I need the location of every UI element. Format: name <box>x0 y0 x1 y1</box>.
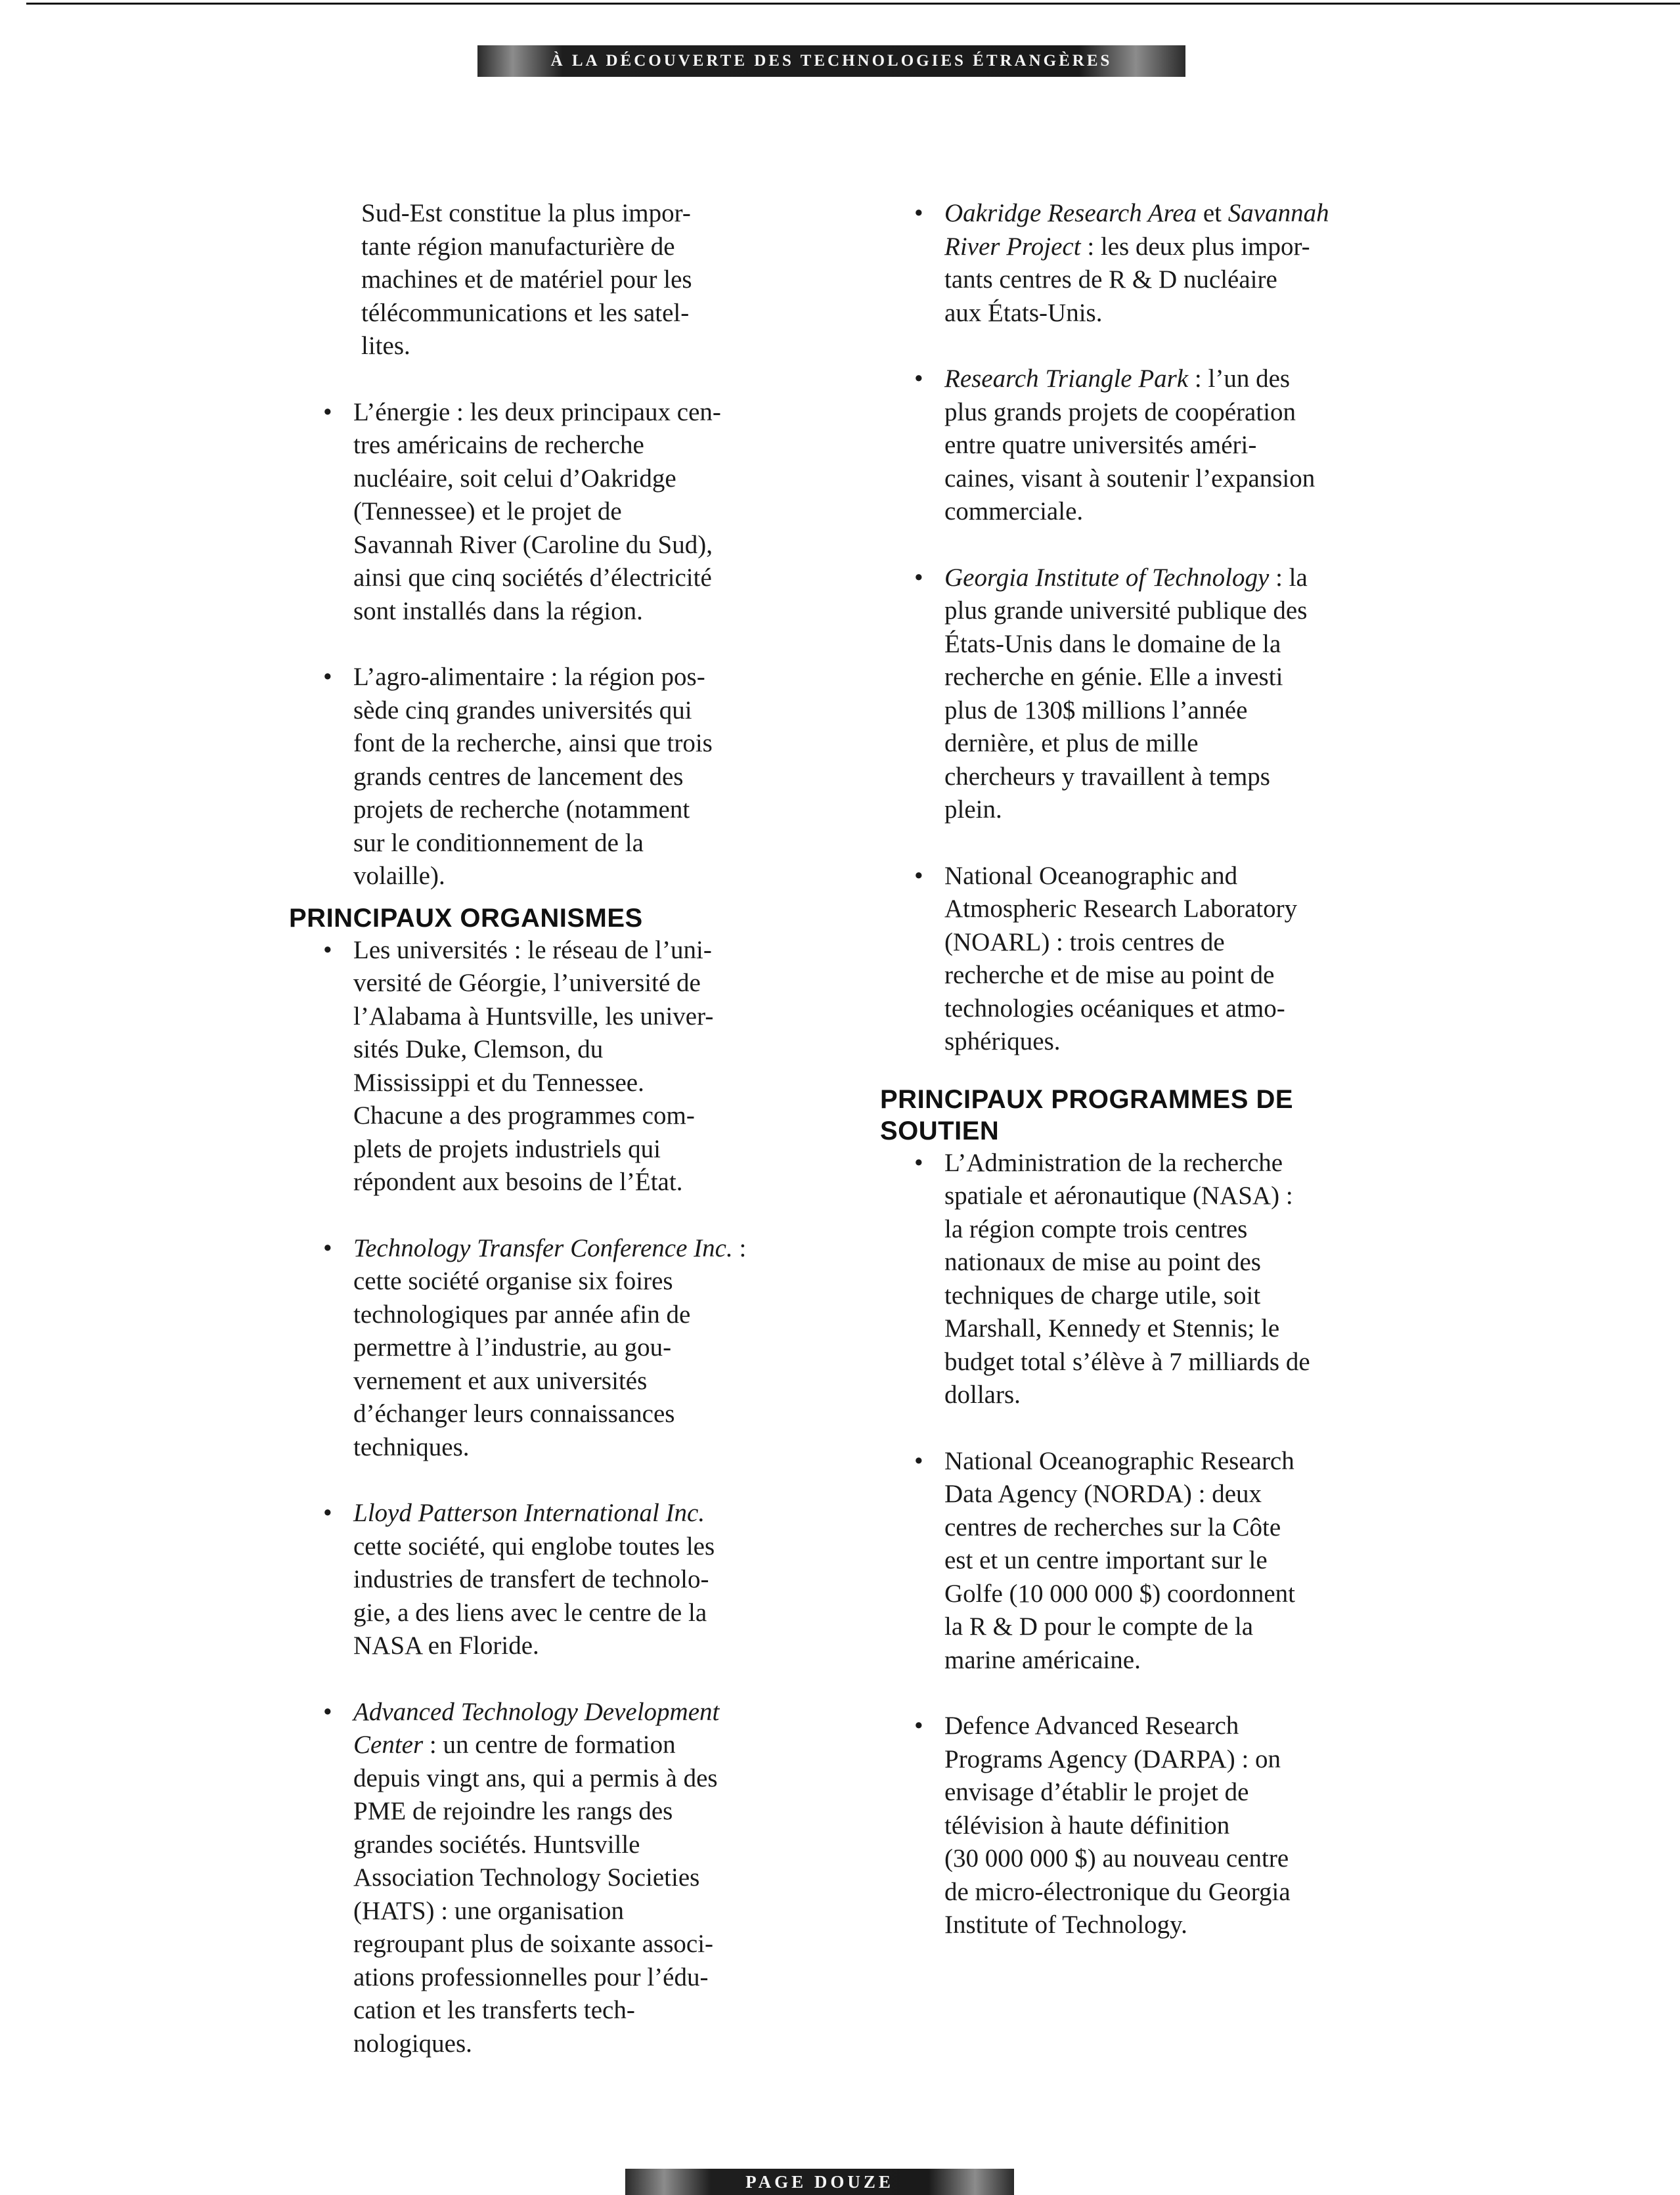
text-line: sur le conditionnement de la <box>353 828 644 857</box>
text-run: et <box>1197 199 1228 227</box>
text-line: L’agro-alimentaire : la région pos- <box>353 663 705 691</box>
text-line: sités Duke, Clemson, du <box>353 1035 604 1063</box>
text-line: depuis vingt ans, qui a permis à des <box>353 1763 718 1792</box>
text-line: l’Alabama à Huntsville, les univer- <box>353 1002 714 1031</box>
text-line: spatiale et aéronautique (NASA) : <box>944 1182 1293 1210</box>
text-line: Atmospheric Research Laboratory <box>944 895 1298 923</box>
text-line: Mississippi et du Tennessee. <box>353 1068 644 1097</box>
text-line: tres américains de recherche <box>353 431 644 459</box>
bullet-icon: • <box>914 1148 923 1177</box>
page-footer-band <box>625 2169 1014 2195</box>
text-line: cette société, qui englobe toutes les <box>353 1532 715 1561</box>
text-line: grands centres de lancement des <box>353 762 684 791</box>
list-item <box>289 396 788 629</box>
intro-paragraph <box>289 197 788 363</box>
text-line: répondent aux besoins de l’État. <box>353 1168 683 1196</box>
text-line: NASA en Floride. <box>353 1631 539 1660</box>
text-line: technologies océaniques et atmo- <box>944 994 1285 1023</box>
bullet-icon: • <box>323 1499 332 1527</box>
text-line: nucléaire, soit celui d’Oakridge <box>353 464 676 493</box>
text-line: (30 000 000 $) au nouveau centre <box>944 1844 1289 1873</box>
text-line: commerciale. <box>944 497 1084 525</box>
bullet-icon: • <box>323 663 332 691</box>
text-line: sphériques. <box>944 1027 1061 1055</box>
text-line: d’échanger leurs connaissances <box>353 1400 675 1428</box>
text-line: techniques de charge utile, soit <box>944 1281 1261 1310</box>
italic-name: Lloyd Patterson International Inc. <box>353 1499 705 1527</box>
page-number-label: PAGE DOUZE <box>745 2171 894 2192</box>
list-item <box>880 1445 1432 1677</box>
left-column <box>289 197 788 2093</box>
bullet-icon: • <box>914 861 923 890</box>
top-rule <box>26 3 1680 5</box>
text-run: : <box>732 1233 747 1262</box>
text-line: lites. <box>361 332 410 360</box>
text-line: font de la recherche, ainsi que trois <box>353 729 713 757</box>
bullet-icon: • <box>914 563 923 592</box>
text-line: dernière, et plus de mille <box>944 729 1199 757</box>
text-line: (HATS) : une organisation <box>353 1896 624 1925</box>
text-line: tante région manufacturière de <box>361 232 675 261</box>
list-item <box>880 562 1432 827</box>
text-line: plus grande université publique des <box>944 596 1308 625</box>
list-item <box>289 661 788 893</box>
text-line: ations professionnelles pour l’édu- <box>353 1962 709 1991</box>
list-item <box>880 197 1432 330</box>
text-line: États-Unis dans le domaine de la <box>944 629 1281 658</box>
text-line: regroupant plus de soixante associ- <box>353 1930 714 1958</box>
text-line: industries de transfert de technolo- <box>353 1565 709 1593</box>
text-line: Les universités : le réseau de l’uni- <box>353 935 712 964</box>
text-line: (NOARL) : trois centres de <box>944 927 1225 956</box>
text-line: Association Technology Societies <box>353 1863 700 1892</box>
text-line: ainsi que cinq sociétés d’électricité <box>353 564 712 592</box>
heading-line: PRINCIPAUX PROGRAMMES DE <box>880 1084 1294 1114</box>
list-item <box>289 1497 788 1663</box>
text-run: : la <box>1269 563 1308 592</box>
running-header-title: À LA DÉCOUVERTE DES TECHNOLOGIES ÉTRANGÈRES <box>550 52 1113 70</box>
text-line: gie, a des liens avec le centre de la <box>353 1598 707 1627</box>
bullet-icon: • <box>914 1446 923 1475</box>
section-heading <box>880 1084 1432 1147</box>
italic-name: Research Triangle Park <box>944 365 1189 393</box>
text-line: L’énergie : les deux principaux cen- <box>353 397 721 426</box>
right-column <box>880 197 1432 1975</box>
italic-name: Center <box>353 1731 424 1759</box>
text-line: chercheurs y travaillent à temps <box>944 762 1270 791</box>
list-item <box>880 860 1432 1059</box>
text-line: recherche en génie. Elle a investi <box>944 663 1283 691</box>
text-line: télévision à haute définition <box>944 1811 1230 1840</box>
italic-name: River Project <box>944 232 1081 261</box>
italic-name: Oakridge Research Area <box>944 199 1197 227</box>
text-line: est et un centre important sur le <box>944 1546 1268 1574</box>
text-line: National Oceanographic and <box>944 861 1238 890</box>
bullet-icon: • <box>323 397 332 426</box>
bullet-icon: • <box>323 935 332 964</box>
text-line: Data Agency (NORDA) : deux <box>944 1480 1262 1508</box>
text-line: caines, visant à soutenir l’expansion <box>944 464 1315 493</box>
bullet-icon: • <box>914 365 923 393</box>
text-line: National Oceanographic Research <box>944 1446 1294 1475</box>
text-line: budget total s’élève à 7 milliards de <box>944 1347 1310 1376</box>
text-line: cation et les transferts tech- <box>353 1996 635 2024</box>
text-line: vernement et aux universités <box>353 1366 648 1395</box>
text-line: sède cinq grandes universités qui <box>353 696 692 724</box>
list-item <box>289 1232 788 1465</box>
text-line: dollars. <box>944 1381 1021 1409</box>
list-item <box>880 363 1432 529</box>
text-line: nologiques. <box>353 2029 472 2058</box>
text-run: : un centre de formation <box>423 1731 676 1759</box>
text-line: technologiques par année afin de <box>353 1300 691 1329</box>
text-line: Chacune a des programmes com- <box>353 1101 695 1130</box>
text-line: techniques. <box>353 1432 470 1461</box>
text-line: plein. <box>944 795 1002 824</box>
text-line: plus grands projets de coopération <box>944 397 1296 426</box>
text-line: Programs Agency (DARPA) : on <box>944 1744 1281 1773</box>
bullet-icon: • <box>914 1712 923 1740</box>
list-item <box>289 934 788 1199</box>
text-line: aux États-Unis. <box>944 298 1103 327</box>
text-line: entre quatre universités améri- <box>944 431 1257 459</box>
running-header-band <box>477 45 1185 77</box>
text-line: centres de recherches sur la Côte <box>944 1513 1281 1541</box>
text-line: Defence Advanced Research <box>944 1712 1239 1740</box>
italic-name: Advanced Technology Development <box>353 1697 720 1726</box>
bullet-icon: • <box>323 1233 332 1262</box>
text-line: Institute of Technology. <box>944 1911 1187 1939</box>
text-line: versité de Géorgie, l’université de <box>353 969 701 997</box>
heading-line: SOUTIEN <box>880 1116 1000 1145</box>
section-heading: PRINCIPAUX ORGANISMES <box>289 903 643 933</box>
text-line: la R & D pour le compte de la <box>944 1612 1254 1641</box>
italic-name: Georgia Institute of Technology <box>944 563 1270 592</box>
text-line: cette société organise six foires <box>353 1267 673 1295</box>
text-line: plus de 130$ millions l’année <box>944 696 1248 724</box>
text-line: Golfe (10 000 000 $) coordonnent <box>944 1579 1295 1608</box>
text-line: nationaux de mise au point des <box>944 1248 1261 1276</box>
text-line: (Tennessee) et le projet de <box>353 497 622 525</box>
text-line: PME de rejoindre les rangs des <box>353 1797 673 1825</box>
text-line: tants centres de R & D nucléaire <box>944 265 1277 294</box>
list-item <box>880 1147 1432 1412</box>
text-line: de micro-électronique du Georgia <box>944 1877 1291 1906</box>
text-line: plets de projets industriels qui <box>353 1134 661 1163</box>
list-item <box>289 1696 788 2061</box>
list-item <box>880 1710 1432 1942</box>
text-line: la région compte trois centres <box>944 1214 1248 1243</box>
bullet-icon: • <box>323 1697 332 1726</box>
text-line: télécommunications et les satel- <box>361 298 690 327</box>
text-run: : l’un des <box>1188 365 1291 393</box>
text-line: Sud-Est constitue la plus impor- <box>361 199 691 227</box>
text-line: projets de recherche (notamment <box>353 795 690 824</box>
text-run: : les deux plus impor- <box>1080 232 1310 261</box>
text-line: Savannah River (Caroline du Sud), <box>353 530 713 559</box>
text-line: marine américaine. <box>944 1645 1141 1674</box>
italic-name: Savannah <box>1227 199 1329 227</box>
text-line: envisage d’établir le projet de <box>944 1778 1249 1806</box>
text-line: L’Administration de la recherche <box>944 1148 1283 1177</box>
text-line: grandes sociétés. Huntsville <box>353 1830 640 1859</box>
text-line: Marshall, Kennedy et Stennis; le <box>944 1314 1280 1342</box>
bullet-icon: • <box>914 199 923 227</box>
italic-name: Technology Transfer Conference Inc. <box>353 1233 733 1262</box>
text-line: permettre à l’industrie, au gou- <box>353 1333 672 1362</box>
text-line: recherche et de mise au point de <box>944 961 1275 989</box>
text-line: sont installés dans la région. <box>353 596 643 625</box>
text-line: volaille). <box>353 862 445 890</box>
text-line: machines et de matériel pour les <box>361 265 692 294</box>
